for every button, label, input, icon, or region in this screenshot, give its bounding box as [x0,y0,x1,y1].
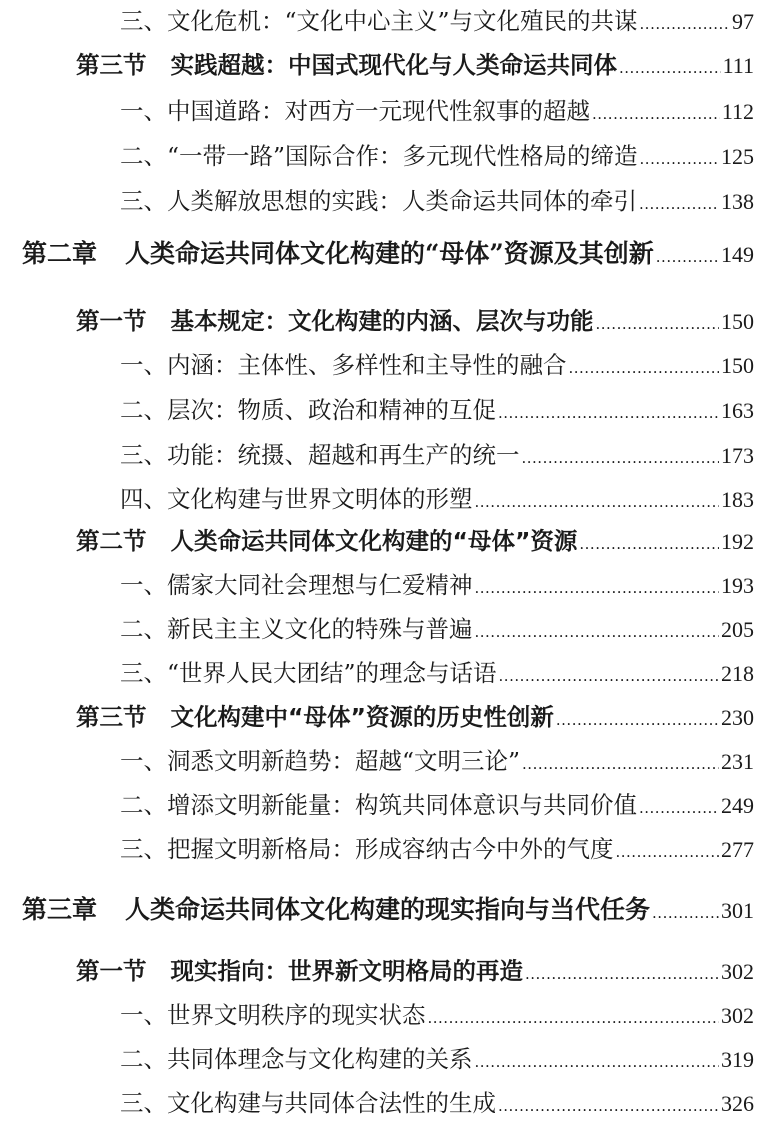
toc-section-entry [76,702,754,735]
toc-entry-number: 三、 [120,659,167,687]
toc-entry-title: 洞悉文明新趋势：超越“文明三论” [167,747,521,775]
toc-entry-number: 第二节 [76,527,147,555]
toc-dot-leader [569,353,720,383]
toc-page-number: 301 [721,898,754,923]
toc-page-number: 192 [721,529,754,554]
toc-page-number: 125 [721,144,754,169]
toc-entry-title: 共同体理念与文化构建的关系 [167,1045,473,1073]
toc-dot-leader [639,793,719,823]
toc-dot-leader [428,1003,720,1033]
toc-dot-leader [579,529,719,559]
toc-entry-title: “一带一路”国际合作：多元现代性格局的缔造 [167,142,638,170]
toc-page-number: 183 [721,487,754,512]
toc-entry-title: 内涵：主体性、多样性和主导性的融合 [167,351,567,379]
toc-entry-title: 把握文明新格局：形成容纳古今中外的气度 [167,835,614,863]
toc-entry-title: 人类命运共同体文化构建的“母体”资源及其创新 [125,239,654,268]
toc-page-number: 230 [721,705,754,730]
toc-item-entry [120,186,754,219]
toc-entry-number: 第三节 [76,703,147,731]
toc-page-number: 138 [721,189,754,214]
toc-entry-number: 四、 [120,485,167,513]
toc-entry-number: 一、 [120,747,167,775]
toc-dot-leader [592,99,720,129]
toc-page-number: 111 [722,53,754,78]
toc-entry-number: 二、 [120,1045,167,1073]
toc-item-entry [120,834,754,867]
toc-section-entry [76,306,754,339]
toc-entry-title: 增添文明新能量：构筑共同体意识与共同价值 [167,791,637,819]
toc-page-number: 302 [721,1003,754,1028]
toc-entry-title: 人类命运共同体文化构建的“母体”资源 [170,527,578,555]
toc-entry-title: 文化构建与世界文明体的形塑 [167,485,473,513]
toc-entry-number: 一、 [120,571,167,599]
toc-chapter-entry [22,239,754,272]
toc-dot-leader [475,573,720,603]
toc-dot-leader [556,705,719,735]
toc-item-entry [120,1044,754,1077]
toc-entry-number: 第一节 [76,307,147,335]
toc-entry-title: 基本规定：文化构建的内涵、层次与功能 [170,307,594,335]
toc-entry-number: 二、 [120,791,167,819]
toc-entry-number: 第三节 [76,51,147,79]
toc-item-entry [120,1000,754,1033]
toc-dot-leader [640,9,730,39]
toc-page-number: 149 [721,242,754,267]
toc-page-number: 231 [721,749,754,774]
toc-dot-leader [475,617,720,647]
toc-dot-leader [475,1047,720,1077]
toc-page-number: 249 [721,793,754,818]
toc-entry-title: 文化构建与共同体合法性的生成 [167,1089,496,1117]
toc-entry-number: 三、 [120,7,167,35]
toc-page-number: 150 [721,353,754,378]
toc-entry-number: 三、 [120,187,167,215]
toc-entry-title: 儒家大同社会理想与仁爱精神 [167,571,473,599]
toc-entry-title: 文化危机：“文化中心主义”与文化殖民的共谋 [167,7,638,35]
toc-page-number: 97 [732,9,754,34]
toc-entry-number: 一、 [120,351,167,379]
toc-item-entry [120,658,754,691]
toc-item-entry [120,440,754,473]
toc-dot-leader [522,749,719,779]
toc-dot-leader [639,189,719,219]
toc-item-entry [120,141,754,174]
toc-entry-title: 人类命运共同体文化构建的现实指向与当代任务 [125,895,651,924]
toc-entry-number: 二、 [120,142,167,170]
toc-page-number: 112 [721,99,754,124]
toc-dot-leader [656,242,719,272]
toc-dot-leader [652,898,719,928]
toc-dot-leader [499,661,719,691]
toc-page-number: 218 [721,661,754,686]
toc-item-entry [120,1088,754,1121]
toc-section-entry [76,50,754,83]
toc-entry-title: “世界人民大团结”的理念与话语 [167,659,497,687]
toc-dot-leader [522,443,720,473]
toc-entry-number: 第二章 [22,239,98,268]
toc-entry-title: 世界文明秩序的现实状态 [167,1001,426,1029]
toc-entry-number: 二、 [120,396,167,424]
toc-dot-leader [619,53,721,83]
toc-entry-title: 实践超越：中国式现代化与人类命运共同体 [170,51,617,79]
toc-dot-leader [498,398,719,428]
toc-dot-leader [475,487,720,517]
toc-entry-number: 第一节 [76,957,147,985]
toc-entry-number: 第三章 [22,895,98,924]
toc-page-number: 193 [721,573,754,598]
toc-dot-leader [525,959,719,989]
toc-chapter-entry [22,895,754,928]
toc-dot-leader [616,837,720,867]
toc-entry-title: 人类解放思想的实践：人类命运共同体的牵引 [167,187,637,215]
toc-page-number: 173 [721,443,754,468]
toc-entry-number: 三、 [120,835,167,863]
toc-entry-title: 中国道路：对西方一元现代性叙事的超越 [167,97,590,125]
toc-item-entry [120,570,754,603]
toc-item-entry [120,484,754,517]
toc-page-number: 302 [721,959,754,984]
toc-item-entry [120,395,754,428]
toc-item-entry [120,746,754,779]
toc-entry-title: 功能：统摄、超越和再生产的统一 [167,441,520,469]
toc-entry-number: 三、 [120,1089,167,1117]
toc-page-number: 326 [721,1091,754,1116]
toc-entry-number: 三、 [120,441,167,469]
toc-entry-title: 新民主主义文化的特殊与普遍 [167,615,473,643]
toc-section-entry [76,956,754,989]
toc-page-number: 150 [721,309,754,334]
toc-entry-title: 层次：物质、政治和精神的互促 [167,396,496,424]
toc-item-entry [120,6,754,39]
toc-entry-number: 一、 [120,1001,167,1029]
toc-page-number: 277 [721,837,754,862]
toc-item-entry [120,96,754,129]
toc-item-entry [120,614,754,647]
toc-item-entry [120,350,754,383]
toc-entry-number: 一、 [120,97,167,125]
toc-item-entry [120,790,754,823]
toc-dot-leader [498,1091,719,1121]
toc-entry-title: 文化构建中“母体”资源的历史性创新 [170,703,554,731]
toc-dot-leader [640,144,719,174]
toc-page-number: 319 [721,1047,754,1072]
toc-page-number: 163 [721,398,754,423]
toc-page-number: 205 [721,617,754,642]
toc-entry-title: 现实指向：世界新文明格局的再造 [170,957,523,985]
toc-entry-number: 二、 [120,615,167,643]
toc-section-entry [76,526,754,559]
toc-dot-leader [596,309,720,339]
